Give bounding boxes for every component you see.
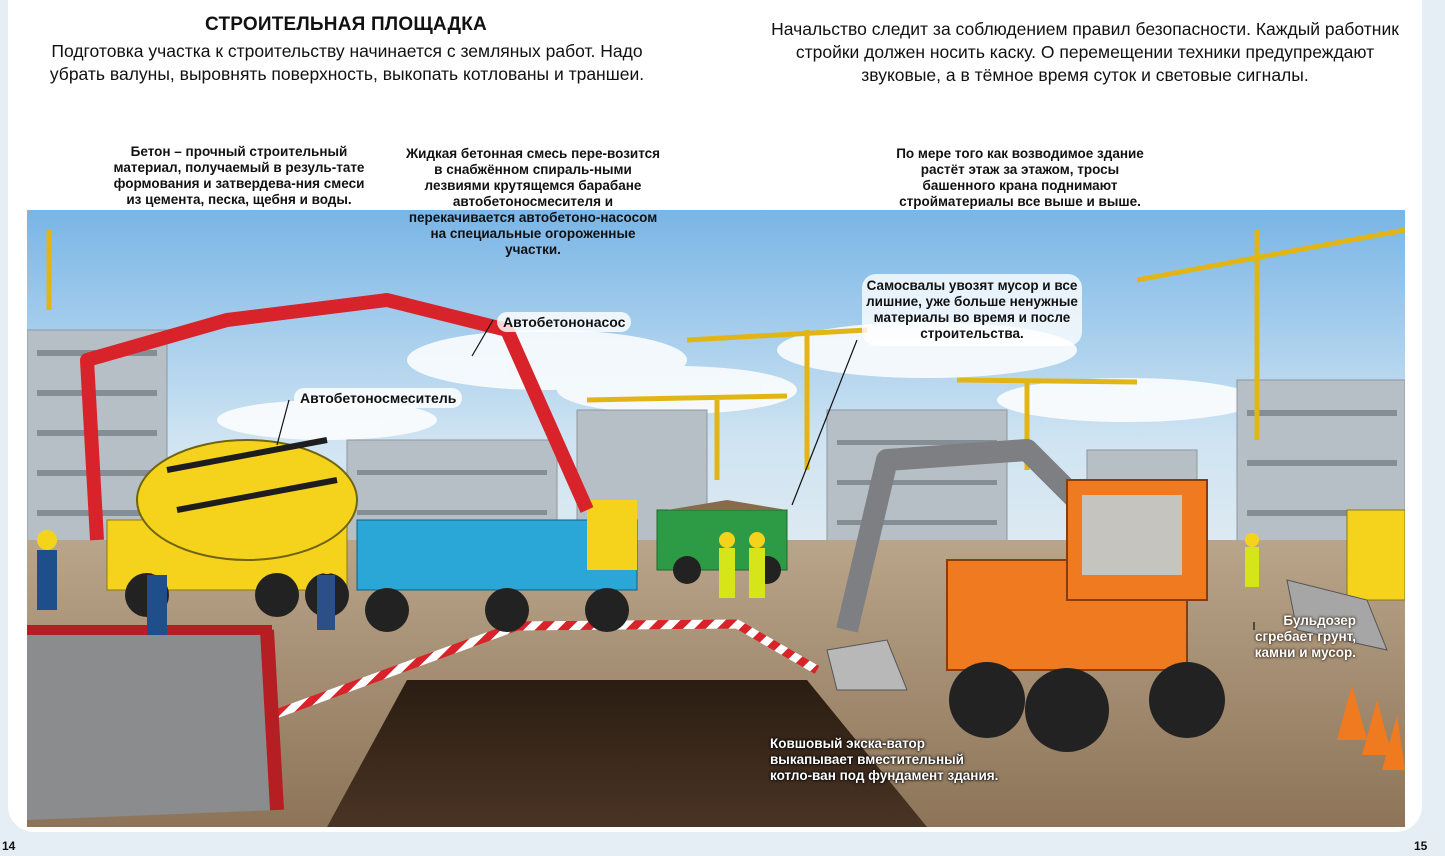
- page-title: СТРОИТЕЛЬНАЯ ПЛОЩАДКА: [205, 14, 487, 35]
- construction-illustration: [27, 210, 1405, 827]
- label-concrete-pump: Автобетононасос: [497, 312, 631, 332]
- page-number-right: 15: [1414, 839, 1428, 853]
- formwork: [27, 630, 277, 820]
- caption-bulldozer: Бульдозер сгребает грунт, камни и мусор.: [1254, 613, 1356, 660]
- caption-tower-crane: По мере того как возводимое здание растёт этаж за этажом, тросы башенного крана поднимают стройматериалы все выше и выше.: [896, 146, 1144, 209]
- caption-beton: Бетон – прочный строительный материал, получаемый в резуль-тате формования и затвердева-ния смеси из цемента, песка, щебня и воды.: [113, 144, 365, 207]
- caption-concrete-mix: Жидкая бетонная смесь пере-возится в снабжённом спираль-ными лезвиями крутящемся барабане автобетоносмесителя и перекачивается автобетоно-насосом на специальные огороженные участки.: [405, 146, 661, 257]
- page-number-left: 14: [2, 839, 16, 853]
- caption-excavator: Ковшовый экска-ватор выкапывает вместительный котло-ван под фундамент здания.: [770, 736, 999, 783]
- intro-right-paragraph: Начальство следит за соблюдением правил безопасности. Каждый работник стройки должен носить каску. О перемещении техники предупреждают звуковые, а в тёмное время суток и световые сигналы.: [771, 19, 1399, 85]
- label-concrete-mixer: Автобетоносмеситель: [294, 388, 462, 408]
- intro-left-paragraph: Подготовка участка к строительству начинается с земляных работ. Надо убрать валуны, выровнять поверхность, выкопать котлованы и траншеи.: [49, 41, 645, 84]
- caption-dump-truck: Самосвалы увозят мусор и все лишние, уже больше ненужные материалы во время и после строительства.: [862, 274, 1082, 346]
- construction-scene-svg: [27, 210, 1405, 827]
